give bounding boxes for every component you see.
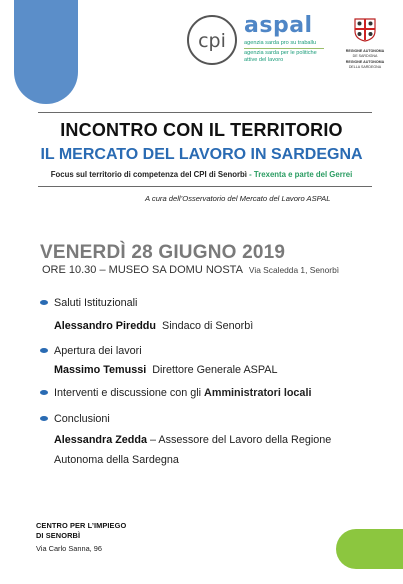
agenda-speaker bbox=[54, 318, 378, 334]
discussion-text: Interventi e discussione con gli bbox=[54, 387, 205, 399]
speaker-role: – Assessore del Lavoro della Regione bbox=[147, 434, 332, 446]
event-time-place bbox=[42, 264, 339, 276]
focus-area: Trexenta e parte del Gerrei bbox=[253, 170, 353, 179]
bullet-icon bbox=[40, 348, 48, 353]
bullet-icon bbox=[40, 390, 48, 395]
agenda-item-opening bbox=[38, 344, 378, 386]
focus-text: Focus sul territorio di competenza del CPI di Senorbì bbox=[50, 170, 247, 179]
speaker-role-2: Autonoma della Sardegna bbox=[54, 454, 179, 466]
blue-decorative-tab bbox=[14, 0, 78, 104]
bullet-icon bbox=[40, 300, 48, 305]
footer-address bbox=[36, 521, 126, 555]
agenda-item-head: Conclusioni bbox=[54, 413, 110, 425]
footer-line-2: DI SENORBÌ bbox=[36, 531, 81, 540]
agenda-item-conclusions bbox=[38, 412, 378, 470]
agenda-item-head bbox=[54, 386, 378, 400]
event-address: Via Scaledda 1, Senorbì bbox=[248, 265, 340, 275]
time-place-text: ORE 10.30 – MUSEO SA DOMU NOSTA bbox=[42, 264, 243, 276]
footer-line-1: CENTRO PER L’IMPIEGO bbox=[36, 521, 127, 530]
agenda-speaker bbox=[54, 430, 378, 470]
speaker-name: Massimo Temussi bbox=[54, 364, 147, 376]
aspal-wordmark: aspal bbox=[244, 13, 313, 38]
agenda-speaker bbox=[54, 362, 378, 378]
curated-by: A cura dell’Osservatorio del Mercato del Lavoro ASPAL bbox=[145, 194, 331, 203]
focus-dash: - bbox=[246, 170, 254, 179]
agenda-item-discussion bbox=[38, 386, 378, 412]
aspal-tagline-1: agenzia sarda pro su traballu bbox=[244, 40, 317, 46]
footer-line-3: Via Carlo Sanna, 96 bbox=[36, 544, 103, 553]
regione-logo bbox=[340, 18, 390, 69]
page-subtitle: IL MERCATO DEL LAVORO IN SARDEGNA bbox=[40, 146, 363, 163]
regione-text-2: DE SARDIGNA bbox=[352, 53, 378, 58]
aspal-tagline-3: attive del lavoro bbox=[244, 57, 284, 63]
aspal-tagline-2: agenzia sarda per le politiche bbox=[244, 50, 317, 56]
agenda-item-head: Apertura dei lavori bbox=[54, 345, 142, 357]
regione-crest-icon bbox=[354, 18, 376, 42]
agenda-item-greetings bbox=[38, 296, 378, 344]
event-date: VENERDÌ 28 GIUGNO 2019 bbox=[40, 242, 286, 263]
regione-text-3: REGIONE AUTONOMA bbox=[345, 60, 385, 64]
focus-line bbox=[0, 170, 403, 179]
green-decorative-tab bbox=[336, 529, 403, 569]
cpi-logo bbox=[186, 14, 238, 66]
regione-text-4: DELLA SARDEGNA bbox=[348, 64, 382, 69]
regione-text-1: REGIONE AUTONOMA bbox=[345, 49, 385, 53]
speaker-role: Sindaco di Senorbì bbox=[162, 320, 254, 332]
speaker-name: Alessandra Zedda bbox=[54, 434, 148, 446]
cpi-logo-text: cpi bbox=[198, 30, 226, 52]
speaker-name: Alessandro Pireddu bbox=[54, 320, 156, 332]
aspal-logo bbox=[244, 14, 334, 64]
discussion-bold: Amministratori locali bbox=[204, 387, 312, 399]
page-title: INCONTRO CON IL TERRITORIO bbox=[60, 120, 343, 140]
middle-divider bbox=[38, 186, 372, 187]
speaker-role: Direttore Generale ASPAL bbox=[152, 364, 278, 376]
bullet-icon bbox=[40, 416, 48, 421]
agenda-list bbox=[38, 296, 378, 470]
agenda-item-head: Saluti Istituzionali bbox=[54, 297, 138, 309]
top-divider bbox=[38, 112, 372, 113]
aspal-rule bbox=[244, 48, 324, 49]
